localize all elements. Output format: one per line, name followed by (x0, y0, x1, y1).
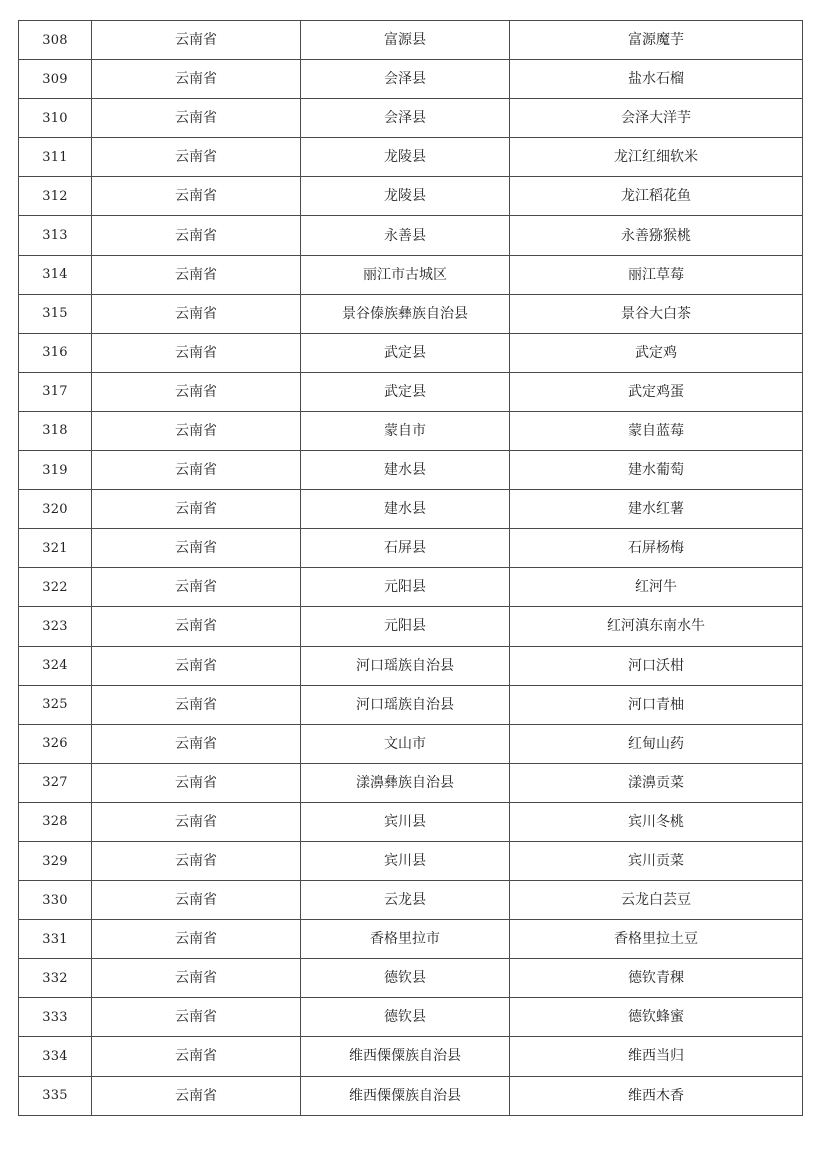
county-cell: 元阳县 (301, 607, 510, 646)
product-cell: 建水红薯 (510, 490, 803, 529)
county-cell: 漾濞彝族自治县 (301, 763, 510, 802)
province-cell: 云南省 (92, 802, 301, 841)
product-cell: 富源魔芋 (510, 21, 803, 60)
table-row (19, 881, 803, 920)
province-cell: 云南省 (92, 841, 301, 880)
province-cell: 云南省 (92, 99, 301, 138)
table-row (19, 529, 803, 568)
table-row (19, 841, 803, 880)
table-row (19, 372, 803, 411)
county-cell: 河口瑶族自治县 (301, 685, 510, 724)
product-cell: 永善猕猴桃 (510, 216, 803, 255)
province-cell: 云南省 (92, 216, 301, 255)
row-number-cell: 325 (19, 685, 92, 724)
table-row (19, 685, 803, 724)
product-cell: 维西当归 (510, 1037, 803, 1076)
product-table (18, 20, 803, 1116)
row-number-cell: 314 (19, 255, 92, 294)
province-cell: 云南省 (92, 920, 301, 959)
product-cell: 香格里拉土豆 (510, 920, 803, 959)
county-cell: 河口瑶族自治县 (301, 646, 510, 685)
county-cell: 德钦县 (301, 959, 510, 998)
county-cell: 元阳县 (301, 568, 510, 607)
table-row (19, 646, 803, 685)
row-number-cell: 326 (19, 724, 92, 763)
province-cell: 云南省 (92, 646, 301, 685)
product-cell: 龙江稻花鱼 (510, 177, 803, 216)
product-cell: 宾川冬桃 (510, 802, 803, 841)
row-number-cell: 329 (19, 841, 92, 880)
row-number-cell: 316 (19, 333, 92, 372)
product-cell: 丽江草莓 (510, 255, 803, 294)
table-row (19, 763, 803, 802)
province-cell: 云南省 (92, 959, 301, 998)
row-number-cell: 331 (19, 920, 92, 959)
table-row (19, 255, 803, 294)
table-row (19, 60, 803, 99)
row-number-cell: 332 (19, 959, 92, 998)
table-row (19, 920, 803, 959)
county-cell: 文山市 (301, 724, 510, 763)
row-number-cell: 324 (19, 646, 92, 685)
row-number-cell: 335 (19, 1076, 92, 1115)
table-row (19, 177, 803, 216)
product-cell: 宾川贡菜 (510, 841, 803, 880)
row-number-cell: 320 (19, 490, 92, 529)
row-number-cell: 312 (19, 177, 92, 216)
product-cell: 德钦蜂蜜 (510, 998, 803, 1037)
county-cell: 会泽县 (301, 60, 510, 99)
table-row (19, 138, 803, 177)
row-number-cell: 334 (19, 1037, 92, 1076)
province-cell: 云南省 (92, 411, 301, 450)
table-row (19, 490, 803, 529)
county-cell: 石屏县 (301, 529, 510, 568)
county-cell: 武定县 (301, 333, 510, 372)
product-cell: 会泽大洋芋 (510, 99, 803, 138)
product-cell: 武定鸡 (510, 333, 803, 372)
county-cell: 富源县 (301, 21, 510, 60)
table-row (19, 1037, 803, 1076)
table-row (19, 607, 803, 646)
county-cell: 建水县 (301, 451, 510, 490)
province-cell: 云南省 (92, 529, 301, 568)
county-cell: 德钦县 (301, 998, 510, 1037)
row-number-cell: 327 (19, 763, 92, 802)
province-cell: 云南省 (92, 607, 301, 646)
county-cell: 蒙自市 (301, 411, 510, 450)
table-row (19, 99, 803, 138)
county-cell: 武定县 (301, 372, 510, 411)
table-row (19, 959, 803, 998)
product-cell: 红河滇东南水牛 (510, 607, 803, 646)
row-number-cell: 315 (19, 294, 92, 333)
product-cell: 红河牛 (510, 568, 803, 607)
county-cell: 云龙县 (301, 881, 510, 920)
row-number-cell: 323 (19, 607, 92, 646)
product-cell: 云龙白芸豆 (510, 881, 803, 920)
province-cell: 云南省 (92, 21, 301, 60)
row-number-cell: 317 (19, 372, 92, 411)
row-number-cell: 328 (19, 802, 92, 841)
row-number-cell: 311 (19, 138, 92, 177)
product-cell: 河口青柚 (510, 685, 803, 724)
product-cell: 蒙自蓝莓 (510, 411, 803, 450)
county-cell: 永善县 (301, 216, 510, 255)
row-number-cell: 322 (19, 568, 92, 607)
product-cell: 建水葡萄 (510, 451, 803, 490)
product-cell: 漾濞贡菜 (510, 763, 803, 802)
province-cell: 云南省 (92, 138, 301, 177)
province-cell: 云南省 (92, 490, 301, 529)
county-cell: 会泽县 (301, 99, 510, 138)
product-cell: 德钦青稞 (510, 959, 803, 998)
table-row (19, 333, 803, 372)
province-cell: 云南省 (92, 333, 301, 372)
row-number-cell: 319 (19, 451, 92, 490)
province-cell: 云南省 (92, 763, 301, 802)
table-row (19, 724, 803, 763)
province-cell: 云南省 (92, 998, 301, 1037)
county-cell: 景谷傣族彝族自治县 (301, 294, 510, 333)
province-cell: 云南省 (92, 685, 301, 724)
province-cell: 云南省 (92, 294, 301, 333)
product-cell: 龙江红细软米 (510, 138, 803, 177)
row-number-cell: 310 (19, 99, 92, 138)
product-cell: 盐水石榴 (510, 60, 803, 99)
province-cell: 云南省 (92, 568, 301, 607)
county-cell: 宾川县 (301, 802, 510, 841)
table-row (19, 568, 803, 607)
table-row (19, 451, 803, 490)
county-cell: 香格里拉市 (301, 920, 510, 959)
county-cell: 丽江市古城区 (301, 255, 510, 294)
table-row (19, 216, 803, 255)
province-cell: 云南省 (92, 177, 301, 216)
county-cell: 龙陵县 (301, 138, 510, 177)
row-number-cell: 318 (19, 411, 92, 450)
product-cell: 红甸山药 (510, 724, 803, 763)
county-cell: 建水县 (301, 490, 510, 529)
table-row (19, 1076, 803, 1115)
county-cell: 维西傈僳族自治县 (301, 1076, 510, 1115)
county-cell: 宾川县 (301, 841, 510, 880)
province-cell: 云南省 (92, 372, 301, 411)
table-row (19, 411, 803, 450)
table-row (19, 21, 803, 60)
province-cell: 云南省 (92, 451, 301, 490)
row-number-cell: 321 (19, 529, 92, 568)
product-cell: 河口沃柑 (510, 646, 803, 685)
row-number-cell: 330 (19, 881, 92, 920)
product-cell: 石屏杨梅 (510, 529, 803, 568)
product-cell: 维西木香 (510, 1076, 803, 1115)
province-cell: 云南省 (92, 1076, 301, 1115)
row-number-cell: 313 (19, 216, 92, 255)
province-cell: 云南省 (92, 1037, 301, 1076)
county-cell: 龙陵县 (301, 177, 510, 216)
table-row (19, 998, 803, 1037)
row-number-cell: 308 (19, 21, 92, 60)
county-cell: 维西傈僳族自治县 (301, 1037, 510, 1076)
table-row (19, 802, 803, 841)
province-cell: 云南省 (92, 255, 301, 294)
province-cell: 云南省 (92, 881, 301, 920)
row-number-cell: 333 (19, 998, 92, 1037)
product-cell: 武定鸡蛋 (510, 372, 803, 411)
province-cell: 云南省 (92, 60, 301, 99)
province-cell: 云南省 (92, 724, 301, 763)
row-number-cell: 309 (19, 60, 92, 99)
table-body (19, 21, 803, 1116)
product-cell: 景谷大白茶 (510, 294, 803, 333)
table-row (19, 294, 803, 333)
